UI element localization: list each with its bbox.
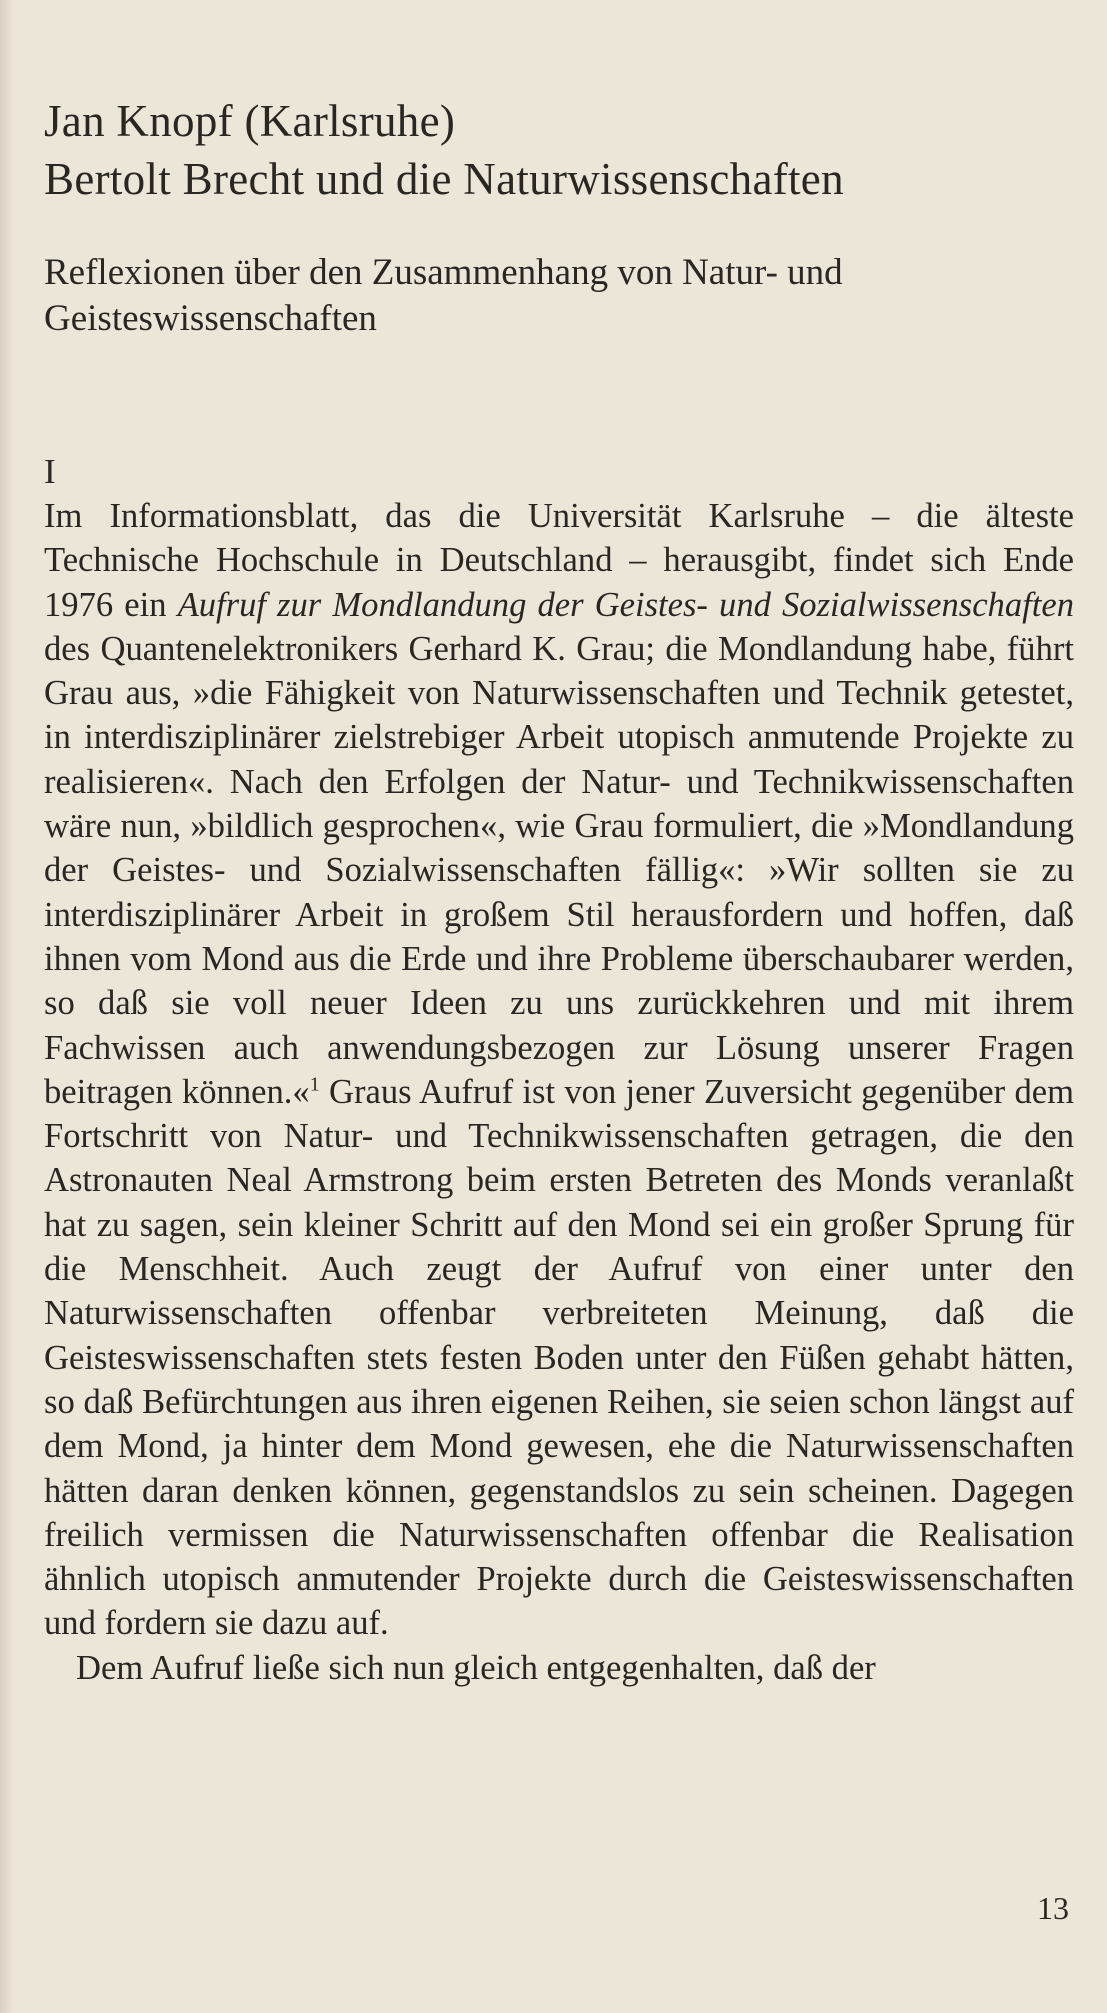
paragraph-1-italic-title: Aufruf zur Mondlandung der Geistes- und Sozialwissenschaften (177, 585, 1074, 624)
article-title: Bertolt Brecht und die Naturwissenschaften (44, 154, 844, 204)
footnote-marker: 1 (309, 1073, 320, 1096)
paragraph-2: Dem Aufruf ließe sich nun gleich entgegenhalten, daß der (76, 1648, 876, 1687)
book-gutter (0, 0, 14, 2013)
paragraph-1 (44, 494, 1074, 1646)
page-number: 13 (1037, 1890, 1069, 1926)
paragraph-1-text-c: Graus Aufruf ist von jener Zuversicht gegenüber dem Fortschritt von Natur- und Technikwissenschaften getragen, die den Astronauten Neal Armstrong beim ersten Betreten des Monds veranlaßt hat zu sagen, sein kleiner Schritt auf den Mond sei ein großer Sprung für die Menschheit. Auch zeugt der Aufruf von einer unter den Naturwissenschaften offenbar verbreiteten Meinung, daß die Geisteswissenschaften stets festen Boden unter den Füßen gehabt hätten, so daß Befürchtungen aus ihren eigenen Reihen, sie seien schon längst auf dem Mond, ja hinter dem Mond gewesen, ehe die Naturwissenschaften hätten daran denken können, gegenstandslos zu sein scheinen. Dagegen freilich vermissen die Naturwissenschaften offenbar die Realisation ähnlich utopisch anmutender Projekte durch die Geisteswissenschaften und fordern sie dazu auf. (44, 1072, 1075, 1643)
author-line: Jan Knopf (Karlsruhe) (44, 96, 456, 146)
paragraph-1-text-a: Im Informationsblatt, das die Universität Karlsruhe – die älteste Technische Hochschule in Deutschland – herausgibt, findet sich Ende 1976 ein (44, 497, 1074, 624)
paragraph-1-text-b: des Quantenelektronikers Gerhard K. Grau; die Mondlandung habe, führt Grau aus, »die Fähigkeit von Naturwissenschaften und Technik getestet, in interdisziplinärer zielstrebiger Arbeit utopisch anmutende Projekte zu realisieren«. Nach den Erfolgen der Natur- und Technikwissenschaften wäre nun, »bildlich gesprochen«, wie Grau formuliert, die »Mondlandung der Geistes- und Sozialwissenschaften fällig«: »Wir sollten sie zu interdisziplinärer Arbeit in großem Stil herausfordern und hoffen, daß ihnen vom Mond aus die Erde und ihre Probleme überschaubarer werden, so daß sie voll neuer Ideen zu uns zurückkehren und mit ihrem Fachwissen auch anwendungsbezogen zur Lösung unserer Fragen beitragen können.« (44, 629, 1074, 1111)
article-subtitle: Reflexionen über den Zusammenhang von Natur- und Geisteswissenschaften (44, 252, 843, 339)
body-text (44, 494, 1074, 1690)
section-number: I (44, 452, 56, 491)
page-content (44, 92, 1074, 1690)
